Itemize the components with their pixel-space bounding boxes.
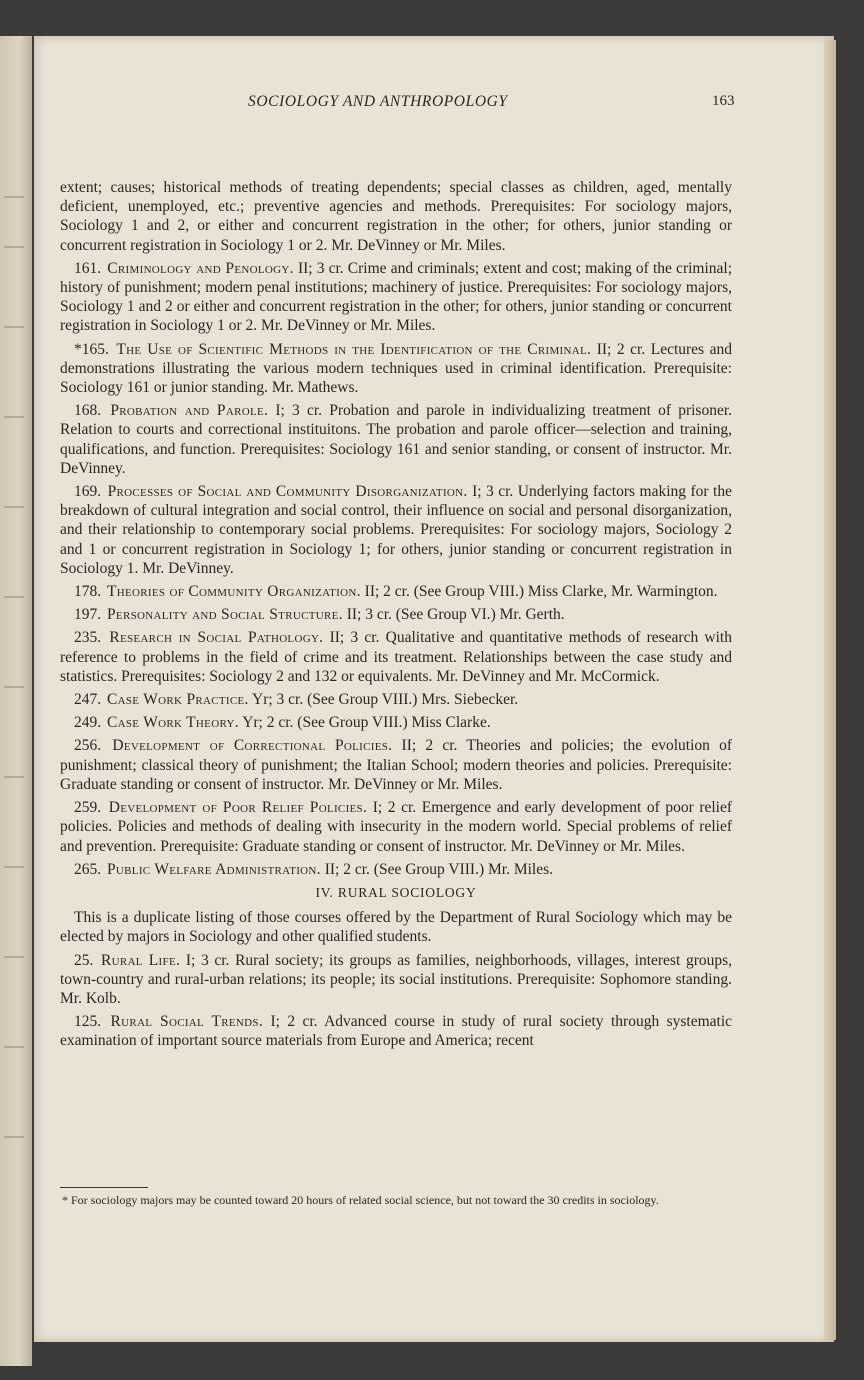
course-title: Criminology and Penology.: [107, 259, 294, 277]
course-number: 197.: [74, 606, 102, 624]
course-description: I; 3 cr. Probation and parole in individualizing treatment of prisoner. Relation to courts and correctional instituitons. The probation and parole officer—selection and training, qualifications, and function. Prerequisites: Sociology 161 and senior standing, or consent of instructor. Mr. DeVinney.: [60, 402, 733, 477]
course-entry: [60, 690, 732, 709]
course-number: 168.: [74, 402, 102, 420]
course-title: Theories of Community Organization.: [107, 583, 361, 601]
course-description: I; 3 cr. Underlying factors making for the breakdown of cultural integration and social control, their influence on social and personal disorganization, and their relationship to contemporary social problems. Prerequisites: For sociology majors, Sociology 2 and 1 or concurrent registration in Sociology 1; for others, junior standing or concurrent registration in Sociology 1. Mr. DeVinney.: [60, 483, 732, 577]
course-title: Case Work Theory.: [107, 714, 239, 732]
page-body: [60, 178, 732, 1055]
course-description: Yr; 3 cr. (See Group VIII.) Mrs. Siebecker.: [252, 691, 519, 709]
course-entry: [60, 259, 732, 336]
course-description: I; 2 cr. Emergence and early development of poor relief policies. Policies and methods of dealing with insecurity in the modern world. Special problems of relief and prevention. Prerequisite: Graduate standing or consent of instructor. Mr. DeVinney or Mr. Miles.: [60, 799, 733, 855]
course-description: II; 3 cr. Crime and criminals; extent and cost; making of the criminal; history of punishment; modern penal institutions; machinery of justice. Prerequisites: For sociology majors, Sociology 1 and 2 or either and concurrent registration in the other; for others, junior standing or concurrent registration in Sociology 1 or 2. Mr. DeVinney or Mr. Miles.: [60, 259, 733, 335]
course-description: II; 2 cr. Lectures and demonstrations illustrating the various modern techniques used in criminal identification. Prerequisite: Sociology 161 or junior standing. Mr. Mathews.: [60, 340, 732, 397]
course-description: II; 3 cr. Qualitative and quantitative methods of research with reference to problems in the field of crime and its treatment. Relationships between the case study and statistics. Prerequisites: Sociology 2 and 132 or equivalents. Mr. DeVinney and Mr. McCormick.: [60, 629, 732, 685]
course-description: II; 2 cr. (See Group VIII.) Mr. Miles.: [324, 860, 554, 878]
course-number: 247.: [74, 691, 102, 709]
course-description: I; 2 cr. Advanced course in study of rural society through systematic examination of important source materials from Europe and America; recent: [60, 1013, 733, 1050]
course-title: Probation and Parole.: [110, 402, 269, 420]
course-title: Research in Social Pathology.: [109, 629, 324, 647]
course-entry: [60, 582, 732, 601]
running-title: SOCIOLOGY AND ANTHROPOLOGY: [248, 93, 508, 110]
course-title: Development of Poor Relief Policies.: [108, 799, 368, 817]
course-entry: [60, 951, 732, 1009]
course-entry: [60, 736, 732, 794]
course-number: 125.: [74, 1013, 102, 1031]
course-entry: [60, 340, 732, 398]
course-number: 178.: [74, 583, 102, 601]
course-number: 259.: [74, 799, 102, 817]
course-title: The Use of Scientific Methods in the Identification of the Criminal.: [116, 340, 592, 358]
page-stack-edge: [824, 40, 836, 1340]
course-description: II; 3 cr. (See Group VI.) Mr. Gerth.: [346, 606, 565, 624]
course-title: Case Work Practice.: [107, 691, 249, 709]
course-description: Yr; 2 cr. (See Group VIII.) Miss Clarke.: [242, 714, 491, 732]
footnote: * For sociology majors may be counted toward 20 hours of related social science, but not toward the 30 credits in sociology.: [62, 1193, 659, 1207]
course-entry: [60, 628, 732, 686]
course-title: Personality and Social Structure.: [107, 606, 343, 624]
course-number: 169.: [74, 483, 102, 501]
course-title: Public Welfare Administration.: [107, 860, 321, 878]
course-description: II; 2 cr. Theories and policies; the evolution of punishment; classical theory of punishment; the Italian School; modern theories and policies. Prerequisite: Graduate standing or consent of instructor. Mr. DeVinney or Mr. Miles.: [60, 737, 733, 793]
course-number: 235.: [74, 629, 102, 647]
course-entry: [60, 860, 732, 879]
page-header: [0, 93, 864, 117]
course-entry: [60, 1012, 732, 1050]
section-heading: IV. RURAL SOCIOLOGY: [315, 884, 477, 900]
course-number: 161.: [74, 259, 102, 277]
course-title: Rural Life.: [101, 951, 181, 969]
course-description: I; 3 cr. Rural society; its groups as families, neighborhoods, villages, interest groups, town-country and rural-urban relations; its people; its social institutions. Prerequisite: Sophomore standing. Mr. Kolb.: [60, 951, 733, 1007]
facing-page-edge: [0, 36, 32, 1366]
course-title: Rural Social Trends.: [110, 1013, 264, 1031]
footnote-divider: [60, 1187, 148, 1188]
course-number: 249.: [74, 714, 102, 732]
page-number: 163: [712, 93, 735, 109]
course-entry: [60, 798, 732, 856]
section-intro: This is a duplicate listing of those courses offered by the Department of Rural Sociology which may be elected by majors in Sociology and other qualified students.: [60, 909, 732, 946]
course-entry: [60, 605, 732, 624]
course-number: 256.: [74, 737, 102, 755]
course-title: Processes of Social and Community Disorganization.: [107, 483, 468, 501]
course-number: 25.: [74, 951, 94, 969]
course-number: 265.: [74, 860, 102, 878]
course-description: II; 2 cr. (See Group VIII.) Miss Clarke, Mr. Warmington.: [364, 583, 718, 601]
course-title: Development of Correctional Policies.: [112, 737, 393, 755]
course-entry: [60, 401, 732, 478]
course-entry: [60, 482, 732, 578]
course-number: *165.: [74, 340, 109, 358]
continued-paragraph: extent; causes; historical methods of treating dependents; special classes as children, aged, mentally deficient, unemployed, etc.; preventive agencies and methods. Prerequisites: For sociology majors, Sociology 1 and 2, or either and concurrent registration in the other; for others, junior standing or concurrent registration in Sociology 1 or 2. Mr. DeVinney or Mr. Miles.: [60, 179, 732, 254]
course-entry: [60, 713, 732, 732]
